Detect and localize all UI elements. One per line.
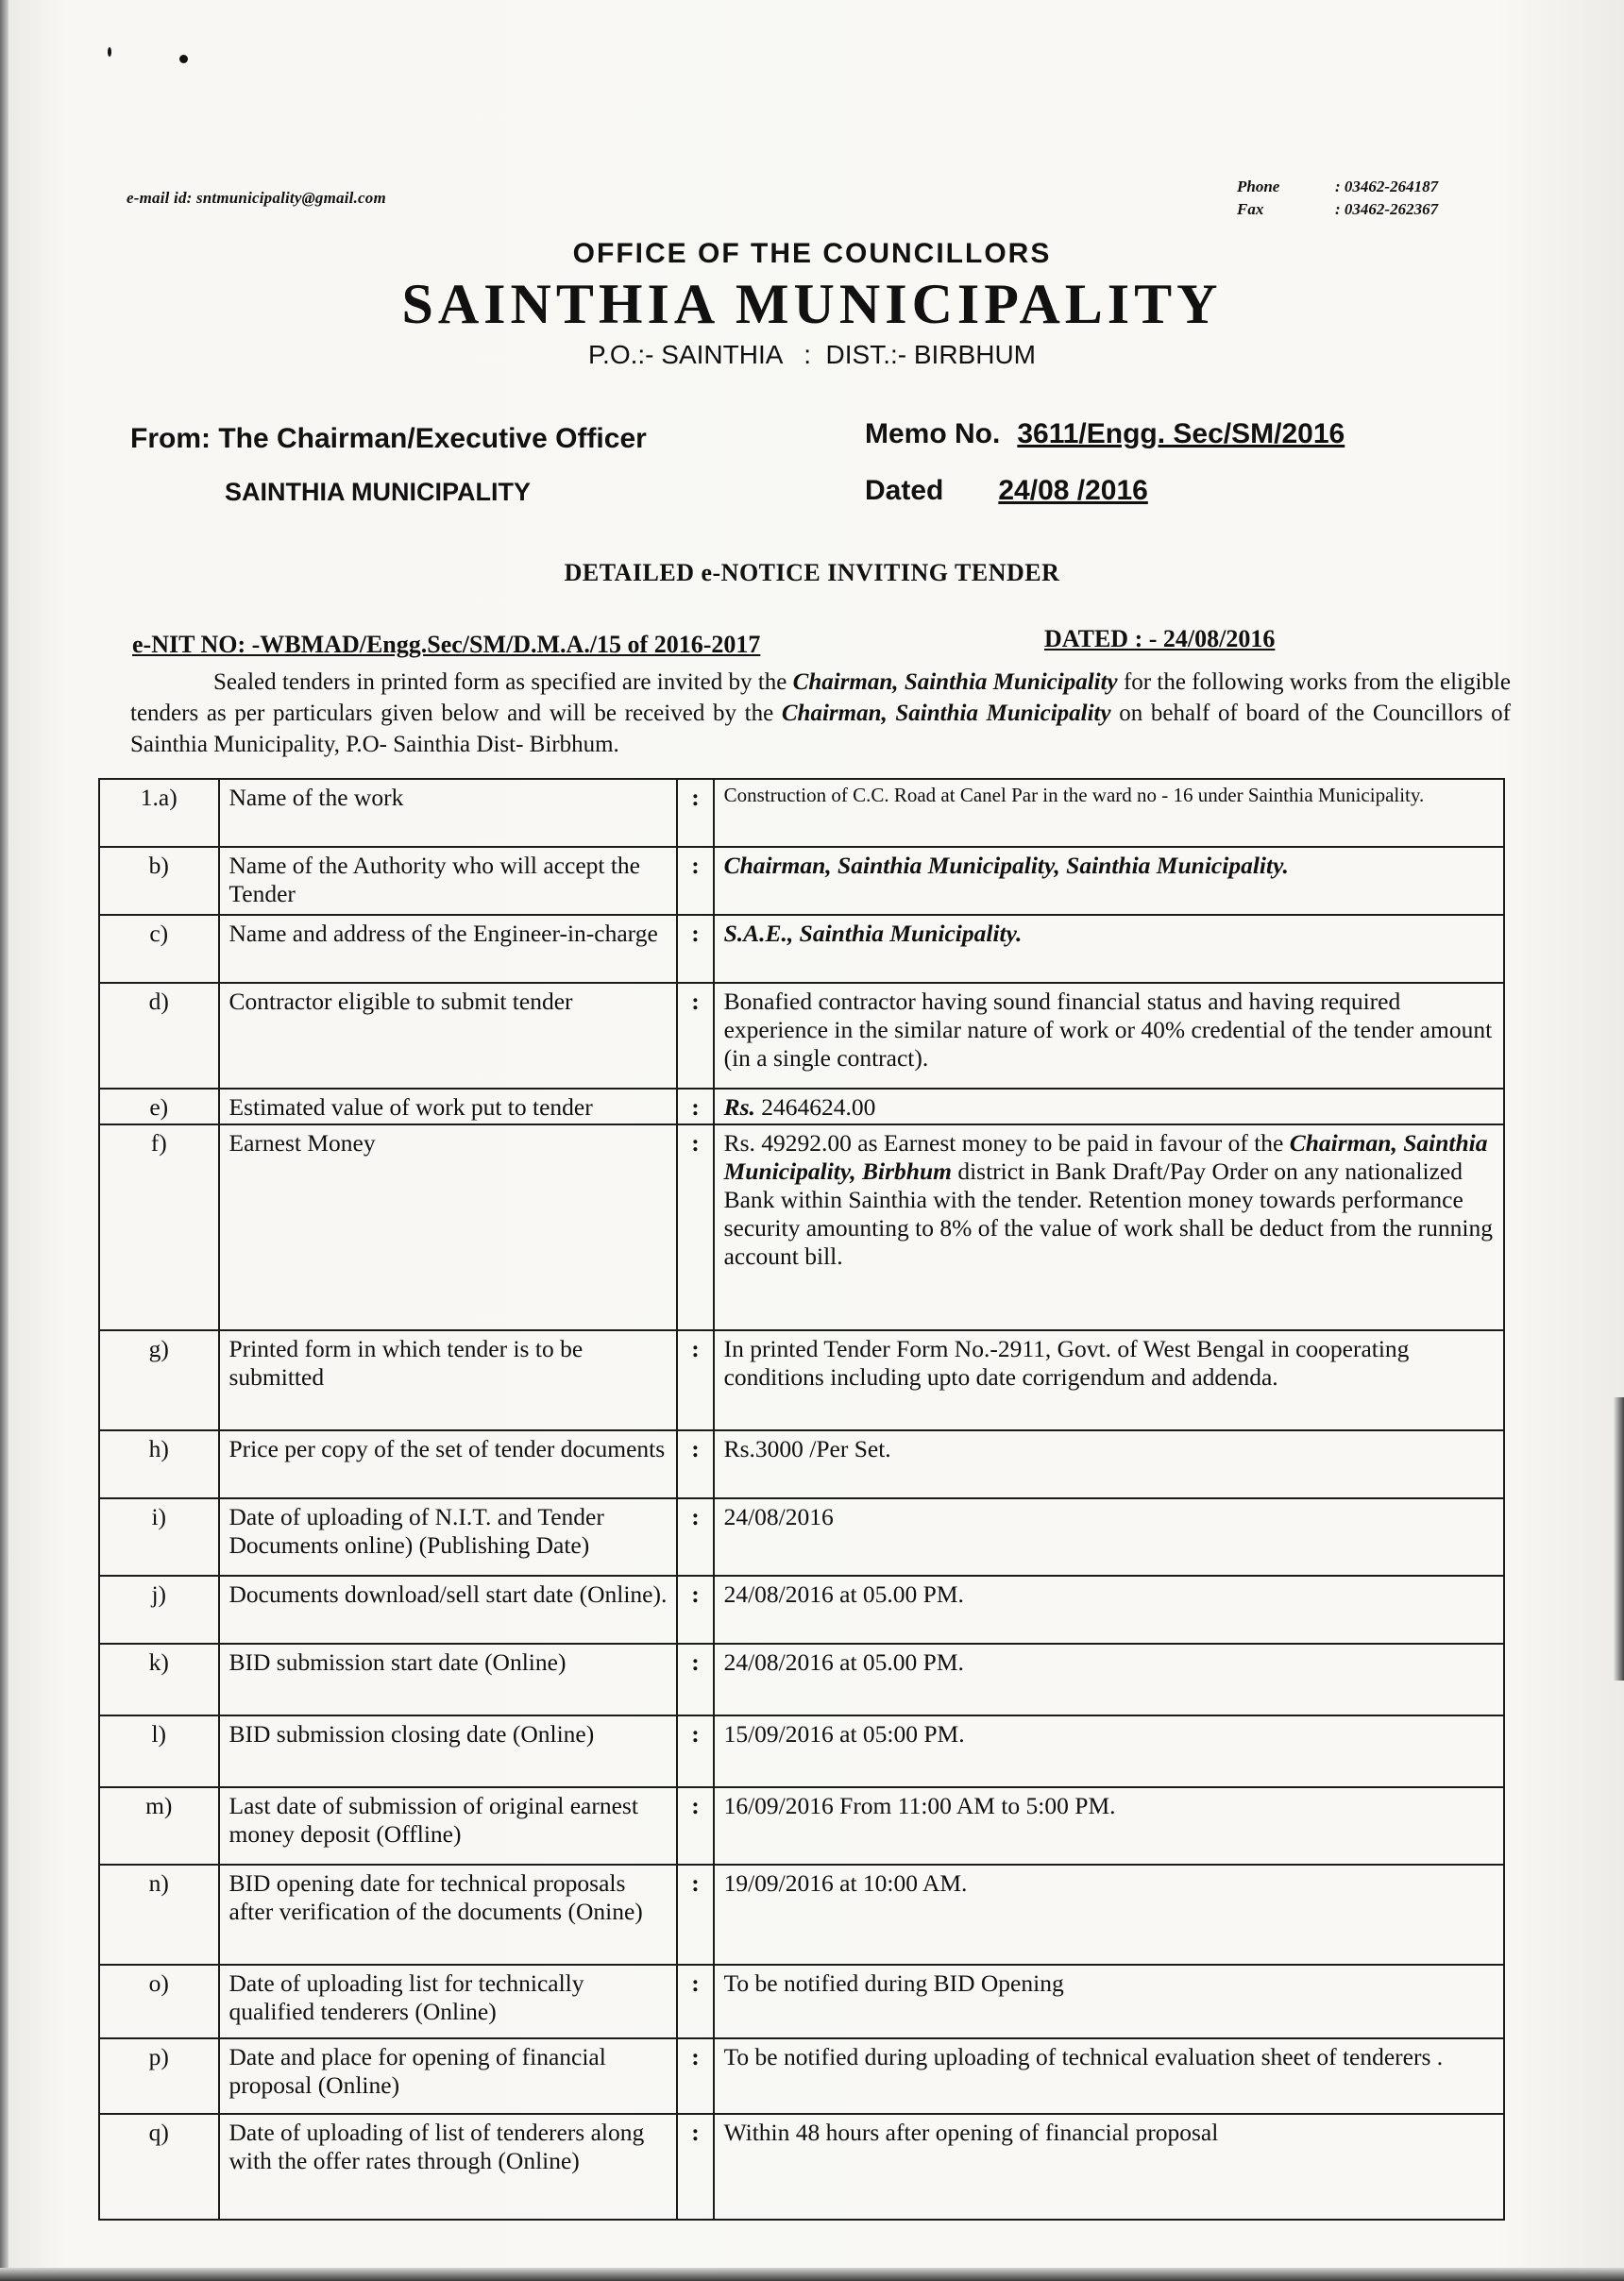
row-name: Price per copy of the set of tender documents bbox=[219, 1430, 678, 1498]
notice-heading: DETAILED e-NOTICE INVITING TENDER bbox=[564, 559, 1060, 586]
row-label: c) bbox=[99, 915, 219, 983]
row-label: b) bbox=[99, 847, 219, 915]
table-row bbox=[99, 1787, 1504, 1865]
office-title: OFFICE OF THE COUNCILLORS bbox=[572, 238, 1052, 269]
row-value: 15/09/2016 at 05:00 PM. bbox=[714, 1715, 1504, 1787]
table-row bbox=[99, 1430, 1504, 1498]
value-text: district in Bank Draft/Pay Order on any nationalized Bank within Sainthia with the tender. Retention money towards performance security amounting to 8% of the value of work shall be deduct from the running account bill. bbox=[723, 1157, 1493, 1270]
row-value: Rs.3000 /Per Set. bbox=[714, 1430, 1504, 1498]
row-value: 24/08/2016 bbox=[714, 1498, 1504, 1576]
row-label: o) bbox=[99, 1965, 219, 2038]
row-separator: : bbox=[677, 1715, 713, 1787]
row-value: Within 48 hours after opening of financial proposal bbox=[714, 2114, 1504, 2220]
dated-label: Dated bbox=[865, 475, 944, 506]
table-row bbox=[99, 847, 1504, 915]
enit-date: DATED : - 24/08/2016 bbox=[1044, 625, 1276, 652]
row-name: Documents download/sell start date (Online). bbox=[219, 1576, 678, 1644]
row-label: i) bbox=[99, 1498, 219, 1576]
email-line: e-mail id: sntmunicipality@gmail.com bbox=[127, 189, 386, 207]
enit-number: e-NIT NO: -WBMAD/Engg.Sec/SM/D.M.A./15 of 2016-2017 bbox=[132, 631, 761, 658]
row-separator: : bbox=[677, 1124, 713, 1330]
table-row bbox=[99, 1330, 1504, 1430]
row-label: e) bbox=[99, 1089, 219, 1124]
table-row bbox=[99, 2114, 1504, 2220]
row-value: 24/08/2016 at 05.00 PM. bbox=[714, 1576, 1504, 1644]
currency-prefix: Rs. bbox=[723, 1093, 755, 1121]
row-label: j) bbox=[99, 1576, 219, 1644]
memo-number bbox=[865, 418, 1345, 450]
phone-label: Phone bbox=[1237, 177, 1280, 195]
row-name: Contractor eligible to submit tender bbox=[219, 983, 678, 1089]
memo-date bbox=[865, 475, 1148, 507]
row-value: 19/09/2016 at 10:00 AM. bbox=[714, 1865, 1504, 1965]
table-row bbox=[99, 1089, 1504, 1124]
fax-value: : 03462-262367 bbox=[1335, 200, 1439, 218]
row-separator: : bbox=[677, 1787, 713, 1865]
row-label: g) bbox=[99, 1330, 219, 1430]
row-separator: : bbox=[677, 1576, 713, 1644]
address-line: P.O.:- SAINTHIA : DIST.:- BIRBHUM bbox=[587, 340, 1036, 369]
row-value bbox=[714, 1124, 1504, 1330]
row-value: To be notified during uploading of technical evaluation sheet of tenderers . bbox=[714, 2038, 1504, 2114]
intro-emphasis: Chairman, Sainthia Municipality bbox=[792, 669, 1118, 695]
row-label: n) bbox=[99, 1865, 219, 1965]
row-value: 16/09/2016 From 11:00 AM to 5:00 PM. bbox=[714, 1787, 1504, 1865]
from-line: From: The Chairman/Executive Officer bbox=[130, 423, 647, 454]
fax-label: Fax bbox=[1237, 200, 1264, 218]
row-name: Last date of submission of original earnest money deposit (Offline) bbox=[219, 1787, 678, 1865]
row-name: BID opening date for technical proposals after verification of the documents (Onine) bbox=[219, 1865, 678, 1965]
row-label: d) bbox=[99, 983, 219, 1089]
table-row bbox=[99, 779, 1504, 847]
row-value: Bonafied contractor having sound financial status and having required experience in the similar nature of work or 40% credential of the tender amount (in a single contract). bbox=[714, 983, 1504, 1089]
table-row bbox=[99, 1965, 1504, 2038]
row-name: Date and place for opening of financial proposal (Online) bbox=[219, 2038, 678, 2114]
row-label: k) bbox=[99, 1644, 219, 1715]
contact-block bbox=[1237, 177, 1438, 223]
row-value bbox=[714, 1089, 1504, 1124]
row-separator: : bbox=[677, 1430, 713, 1498]
row-separator: : bbox=[677, 1644, 713, 1715]
row-name: Earnest Money bbox=[219, 1124, 678, 1330]
tender-details-table bbox=[98, 778, 1505, 2221]
value-emphasis: Chairman, Sainthia Municipality, Birbhum bbox=[723, 1129, 1488, 1185]
table-row bbox=[99, 2038, 1504, 2114]
intro-paragraph bbox=[130, 667, 1511, 760]
row-label: p) bbox=[99, 2038, 219, 2114]
intro-emphasis: Chairman, Sainthia Municipality bbox=[781, 701, 1111, 726]
value-text: Rs. 49292.00 as Earnest money to be paid in favour of the bbox=[723, 1129, 1290, 1157]
table-row bbox=[99, 1715, 1504, 1787]
table-row bbox=[99, 983, 1504, 1089]
row-separator: : bbox=[677, 847, 713, 915]
row-separator: : bbox=[677, 2114, 713, 2220]
memo-label: Memo No. bbox=[865, 418, 1001, 449]
table-row bbox=[99, 1576, 1504, 1644]
row-label: 1.a) bbox=[99, 779, 219, 847]
ink-speck bbox=[108, 47, 111, 57]
table-row bbox=[99, 1124, 1504, 1330]
row-value: S.A.E., Sainthia Municipality. bbox=[714, 915, 1504, 983]
row-name: Date of uploading of list of tenderers along with the offer rates through (Online) bbox=[219, 2114, 678, 2220]
row-name: Date of uploading list for technically qualified tenderers (Online) bbox=[219, 1965, 678, 2038]
row-separator: : bbox=[677, 1089, 713, 1124]
memo-value: 3611/Engg. Sec/SM/2016 bbox=[1017, 418, 1345, 449]
row-label: h) bbox=[99, 1430, 219, 1498]
table-row bbox=[99, 1498, 1504, 1576]
municipality-title: SAINTHIA MUNICIPALITY bbox=[401, 273, 1223, 335]
row-separator: : bbox=[677, 983, 713, 1089]
row-separator: : bbox=[677, 2038, 713, 2114]
row-separator: : bbox=[677, 1330, 713, 1430]
row-value: Construction of C.C. Road at Canel Par in the ward no - 16 under Sainthia Municipality. bbox=[714, 779, 1504, 847]
row-label: m) bbox=[99, 1787, 219, 1865]
table-row bbox=[99, 1644, 1504, 1715]
row-value: 24/08/2016 at 05.00 PM. bbox=[714, 1644, 1504, 1715]
row-separator: : bbox=[677, 915, 713, 983]
table-row bbox=[99, 1865, 1504, 1965]
row-name: Date of uploading of N.I.T. and Tender Documents online) (Publishing Date) bbox=[219, 1498, 678, 1576]
scan-right-edge bbox=[1613, 1397, 1624, 1681]
table-row bbox=[99, 915, 1504, 983]
ink-speck bbox=[179, 55, 188, 63]
row-label: l) bbox=[99, 1715, 219, 1787]
row-name: BID submission start date (Online) bbox=[219, 1644, 678, 1715]
row-separator: : bbox=[677, 1498, 713, 1576]
row-name: Name of the work bbox=[219, 779, 678, 847]
row-label: q) bbox=[99, 2114, 219, 2220]
scan-bottom-edge bbox=[0, 2268, 1624, 2281]
row-name: Estimated value of work put to tender bbox=[219, 1089, 678, 1124]
row-name: Name of the Authority who will accept the Tender bbox=[219, 847, 678, 915]
row-separator: : bbox=[677, 1965, 713, 2038]
row-name: Name and address of the Engineer-in-charge bbox=[219, 915, 678, 983]
dated-value: 24/08 /2016 bbox=[998, 475, 1148, 506]
intro-text: Sealed tenders in printed form as specified are invited by the bbox=[213, 669, 793, 695]
row-value: In printed Tender Form No.-2911, Govt. of West Bengal in cooperating conditions including upto date corrigendum and addenda. bbox=[714, 1330, 1504, 1430]
amount: 2464624.00 bbox=[754, 1093, 876, 1121]
row-value: Chairman, Sainthia Municipality, Sainthia Municipality. bbox=[714, 847, 1504, 915]
row-label: f) bbox=[99, 1124, 219, 1330]
phone-value: : 03462-264187 bbox=[1335, 177, 1439, 195]
intro-text: on behalf of board of the Councillors of Sainthia Municipality, P.O- Sainthia Dist- Birbhum. bbox=[130, 701, 1511, 757]
row-name: BID submission closing date (Online) bbox=[219, 1715, 678, 1787]
intro-text: for the following works from the eligible tenders as per particulars given below and will be received by the bbox=[130, 669, 1511, 726]
row-name: Printed form in which tender is to be submitted bbox=[219, 1330, 678, 1430]
row-separator: : bbox=[677, 1865, 713, 1965]
row-separator: : bbox=[677, 779, 713, 847]
row-value: To be notified during BID Opening bbox=[714, 1965, 1504, 2038]
from-org: SAINTHIA MUNICIPALITY bbox=[225, 478, 531, 506]
